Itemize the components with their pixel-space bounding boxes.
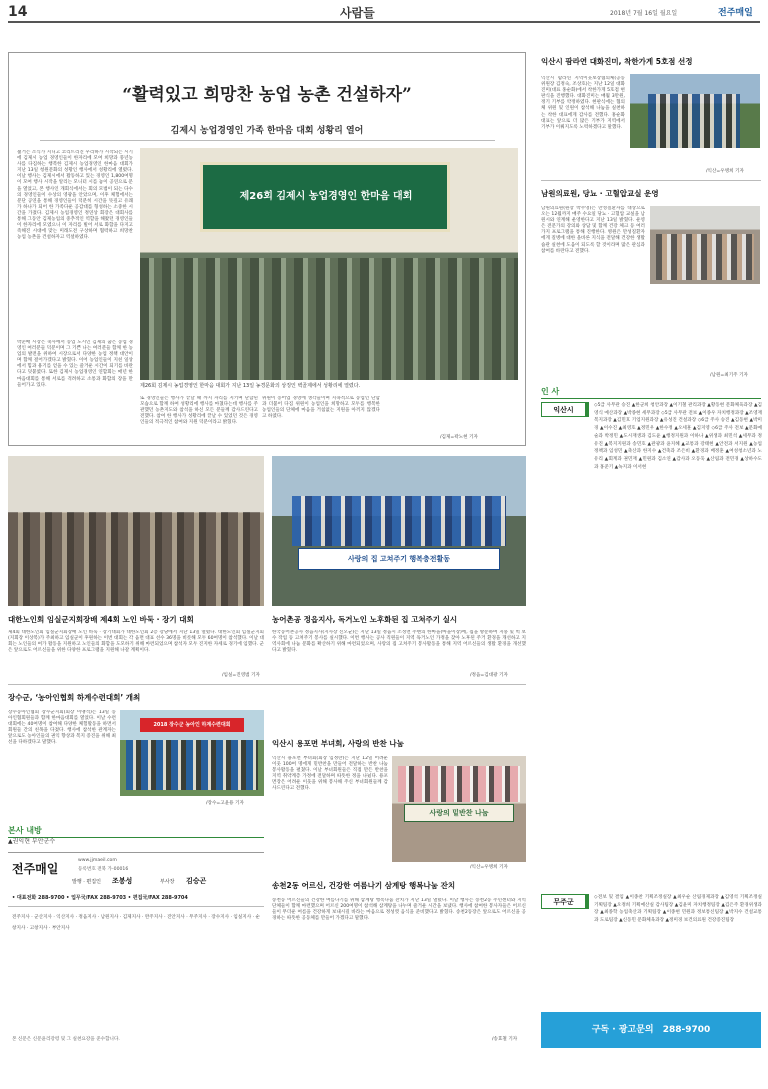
story-left-body: 제4회 대한노인회 임실군지회장배 노인 바둑 · 장기대회가 대한노인회 2층 강당에서 지난 13일 열렸다. 대한노인회 임실군지회(지회장 이상복)가 주최하고 임실군이 후원하는 이번 대회는 각 읍면 대표 선수 36명을 비롯해 모두 60여명이 참석했다. 이날 대회는 노인들의 여가 활동을 지원하고 노인들의 화합을 도모하기 위해 마련되었으며 참석자 모두 진지한 자세로 경기에 임했다. 군은 앞으로도 어르신들을 위한 다양한 프로그램을 지원해 나갈 계획이다. xyxy=(8,630,264,654)
side1-byline: /익산=우병희 기자 xyxy=(706,169,744,174)
event-stage-banner xyxy=(200,162,450,232)
group-photo xyxy=(126,740,258,790)
jangsu-banner xyxy=(140,718,244,732)
mid-rule xyxy=(8,684,526,685)
subscription-ad xyxy=(541,1012,761,1048)
masthead-rule xyxy=(8,906,264,907)
side2-byline: /남원=최기주 기자 xyxy=(710,373,748,378)
masthead-logo: 전주매일 xyxy=(12,862,59,876)
side1-body: 익산시 팜라연 지역이웃보장협의체(공동위원장 김정숙, 조상호)는 지난 12일 대화진미(대표 홍순화)에서 착한가게 5호점 현판식을 진행했다. 대화진미는 매월 3만원, 정기 기부를 약정하였다. 현판식에는 협의체 위원 및 인원이 참석해 나눔을 실천하는 착한 대표에게 감사를 전했다. 홍순화 대표는 앞으로 더 많은 기부가 지역에서 기부가 이뤄지도록 노력하겠다고 말했다. xyxy=(541,76,625,130)
side1-photo xyxy=(630,74,760,148)
feature-subtitle: 김제시 농업경영인 가족 한마음 대회 성황리 열어 xyxy=(170,126,364,136)
visitor: ▲권익현 부안군수 xyxy=(8,838,56,845)
publisher-name: 조봉성 xyxy=(112,877,133,885)
feature-body-4: 위원이 농어업 경영에 생각들이며 지속적으로 농업인 단합과 더불어 다짐 위원이 농업인을 희망하고 모두를 행복한 농업인들의 단체에 마음을 거침없는 지원을 아끼지 않겠다고 하였다. xyxy=(262,396,380,420)
story-jangsu-body: 장수농아인협회 장수군지회(회장 이맹석)는 13일 농아인협회원들과 함께 한마음대회를 열었다. 이날 수련대회에는 40여명이 참여해 다양한 체험활동을 하면서 회원들 간의 친목을 다졌다. 행사에 참석한 관계자는 앞으로도 농아인들의 권익 향상과 복지 증진을 위해 최선을 다하겠다고 말했다. xyxy=(8,710,116,746)
side2-title: 남원의료원, 당뇨 · 고혈압교실 운영 xyxy=(541,189,659,198)
story-right-body: 한국농어촌공사 정읍지사(지사장 신오균)는 지난 13일 정읍시 소성면 주변의 한마을(마을이장)에, 집을 방문하여 지붕 및 벽 보수 작업 등 고쳐주기 봉사를 실시했다. 이번 행사는 공사 직원들이 지역 독거노인 가정을 찾아 노후된 주거 환경을 개선하고 지역사회에 나눔 문화를 확산하기 위해 마련되었으며, 사랑의 집 고쳐주기 봉사활동을 통해 지역 어르신들의 생활 환경을 개선했다고 밝혔다. xyxy=(272,630,526,654)
side2-photo xyxy=(650,206,760,284)
personnel-iksan-text: ◇5급 사무관 승진 ▲한군희 청안과장 ▲이기철 관리과장 ▲황동현 문화체육과장 ▲김영식 예산과장 ▲박종현 세무과장 ◇5급 사무관 전보 ▲이종우 자치행정과장 ▲조영재 복지과장 ▲김민호 기업지원과장 ▲유성진 건설과장 ◇6급 주사 승진 ▲김동현 ▲박미경 ▲이수진 ▲최영호 ▲정민우 ▲한수정 ▲오세훈 ▲김지영 ◇6급 주사 전보 ▲문화예술과 박정민 ▲도시재생과 김도윤 ▲행정지원과 이하나 ▲위생과 최민석 ▲세무과 정유진 ▲복지지원과 송민호 ▲관광과 윤지혜 ▲교통과 강태현 ▲안전과 서지원 ▲농업정책과 임성민 ▲축산과 한지수 ▲건축과 조은비 ▲환경과 배정훈 ▲여성청소년과 노유리 ▲회계과 권민재 ▲민원과 김소연 ▲감사과 오동욱 ▲산림과 전민경 ▲상하수도과 홍준기 ▲녹지과 이서현 xyxy=(594,403,762,470)
feature-body-3: 또 경영인들은 행사가 끝날 때 까지 자리를 지키며 단합된 모습으로 함께 하여 성황리에 행사를 마쳤다는데 행사를 주관했던 농촌지도와 참석을 하신 모든 분들께 감사드린다고 전했다. 참여 한 행사가 성황리에 끝날 수 있었던 것은 경영인들의 적극적인 참여와 지원 덕분이라고 밝혔다. xyxy=(140,396,258,426)
side2-body: 남원의료원(원장 박주영)은 만성질환자를 대상으로 오는 12월까지 매주 수요일 당뇨 · 고혈압 교실을 남원시와 연계해 운영한다고 지난 13일 밝혔다. 운영은 전문가의 강의와 상담 및 함께 건강 체크 등 여러가지 프로그램을 통해 진행한다. 병원은 만성질환자에게 질병에 대한 올바른 지식을 전달해 건강한 생활습관 실천에 도움이 되도록 할 것이라며 많은 관심과 참여를 바란다고 전했다. xyxy=(541,206,645,254)
editor-name: 김승곤 xyxy=(186,877,207,885)
editor-label: 부사장 xyxy=(160,879,175,885)
story-iksan-body: 익산시 용포면 부녀회(회장 임정란)는 지난 12일 어려운 이웃 100여 명에게 밑반찬을 만들어 전달하는 반찬 나눔 봉사활동을 펼쳤다. 이날 부녀회원들은 직접 만든 반찬을 지역 취약계층 가정에 전달하며 따뜻한 정을 나눴다. 용포면장은 어려운 이웃을 위해 봉사해 주신 부녀회원들께 감사드린다고 전했다. xyxy=(272,756,388,792)
masthead-phone: • 대표전화 288-9700 • 업무국/FAX 288-9703 • 편집국/FAX 288-9704 xyxy=(12,895,188,901)
story-jangsu-byline: /장수=고윤용 기자 xyxy=(206,801,244,806)
personnel-heading: 인 사 xyxy=(541,386,761,399)
feature-caption: 제26회 김제시 농업경영인 한마음 대회가 지난 13일 농경문화의 상징인 벽골제에서 성황리에 열렸다. xyxy=(140,383,361,389)
story-songcheon-body: 송천동 어르신들의 건강한 여름나기를 위해 삼계탕 행복나눔 잔치가 지난 13일 열렸다. 이날 행사는 송천2동 주민센터와 지역 단체들이 함께 마련했으며 어르신 200여명이 참석해 삼계탕을 나누며 즐거운 시간을 보냈다. 행사에 참여한 봉사자들은 어르신들이 무더운 여름을 건강하게 보내시길 바라는 마음으로 정성껏 음식을 준비했다고 밝혔다. 송천2동장은 앞으로도 어르신을 공경하는 따뜻한 공동체를 만들어 가겠다고 말했다. xyxy=(272,898,526,922)
section-title: 사람들 xyxy=(340,6,375,20)
story-songcheon-title: 송천2동 어르신, 건강한 여름나기 삼계탕 행복나눔 잔치 xyxy=(272,881,456,890)
header-paper: 전주매일 xyxy=(718,8,753,18)
feature-subtitle-rule xyxy=(40,140,495,141)
volunteers-group xyxy=(398,766,520,802)
visit-title: 본사 내방 xyxy=(8,826,42,835)
side1-rule xyxy=(541,180,761,181)
banner-text: 사랑의 밑반찬 나눔 xyxy=(429,809,489,817)
visit-bar xyxy=(8,818,264,838)
story-iksan-photo xyxy=(392,756,526,862)
personnel-region-muju: 무주군 xyxy=(541,894,589,909)
volunteer-banner xyxy=(298,548,500,570)
banner-text: 2018 장수군 농아인 하계수련대회 xyxy=(153,722,231,728)
crowd-photo xyxy=(140,258,518,380)
publisher-label: 발행 · 편집인 xyxy=(72,879,101,885)
story-right-photo xyxy=(272,456,526,606)
story-left-title: 대한노인회 임실군지회장배 제4회 노인 바둑 · 장기 대회 xyxy=(8,615,194,624)
masthead-footer: 본 신문은 신문윤리강령 및 그 실천요강을 준수합니다. xyxy=(12,1037,120,1042)
page-number: 14 xyxy=(8,4,28,20)
banchan-banner xyxy=(404,804,514,822)
story-left-byline: /임실=진영범 기자 xyxy=(222,673,260,678)
story-iksan-byline: /익산=우병희 기자 xyxy=(470,865,508,870)
people-photo xyxy=(648,94,740,148)
feature-byline: /김제=곽노현 기자 xyxy=(440,435,478,440)
volunteers-photo xyxy=(292,496,506,546)
header-rule xyxy=(8,21,760,23)
personnel-region-iksan: 익산시 xyxy=(541,402,589,417)
masthead-directory: 전주지사 · 군산지사 · 익산지사 · 정읍지사 · 남원지사 · 김제지사 · 완주지사 · 진안지사 · 무주지사 · 장수지사 · 임실지사 · 순창지사 · 고창지사 · 부안지사 xyxy=(12,915,260,931)
story-songcheon-byline: /송효철 기자 xyxy=(492,1037,518,1042)
story-jangsu-title: 장수군, ‘농아인협회 하계수련대회’ 개최 xyxy=(8,693,141,702)
masthead-address: 등록번호 전북 가-00016 xyxy=(78,867,129,872)
ad-phone: 288-9700 xyxy=(662,1025,711,1035)
story-left-photo xyxy=(8,456,264,606)
story-right-title: 농어촌공 정읍지사, 독거노인 노후화된 집 고쳐주기 실시 xyxy=(272,615,458,624)
class-photo xyxy=(656,234,754,280)
masthead-url: www.jjmaeil.com xyxy=(78,858,117,863)
feature-photo xyxy=(140,148,518,380)
story-iksan-title: 익산시 용포면 부녀회, 사랑의 반찬 나눔 xyxy=(272,739,404,748)
hall-photo xyxy=(8,512,264,606)
banner-text: 제26회 김제시 농업경영인 한마음 대회 xyxy=(239,191,413,202)
personnel-muju-text: ◇전보 및 결임 ▲이종찬 기획조정실장 ▲최우순 산림경제과장 ▲김영석 기획조정실 기획팀장 ▲오정희 기획예산실 감사팀장 ▲김윤미 자치행정팀장 ▲김은주 환경위생과장 ▲최종학 농업축산과 기획팀장 ▲이종현 민원과 정보통신팀장 ▲박지수 건설교통과 도로팀장 ▲신동민 문화체육과장 ▲정미경 보건의료원 건강증진팀장 xyxy=(594,895,762,923)
story-jangsu-photo xyxy=(120,710,264,796)
banner-text: 사랑의 집 고쳐주기 행복충전활동 xyxy=(348,555,450,563)
feature-title: “활력있고 희망찬 농업 농촌 건설하자” xyxy=(122,85,412,105)
ad-label: 구독 · 광고문의 xyxy=(591,1025,654,1035)
header-date: 2018년 7월 16일 월요일 xyxy=(610,10,678,17)
side1-title: 익산시 팜라연 대화진미, 착한가게 5호점 선정 xyxy=(541,57,693,66)
feature-body-2: 박준배 시장은 축사에서 농업 도시인 김제의 꿈은 농업 경영인 여러분들 덕분이며 그 기쁜 나는 여러분들 함께 한 농업의 발전을 위하여 시장으로서 다양한 농업 정책 대안이며 함께 걸어가겠다고 밝혔다. 이어 농업인들이 지친 일상에서 힘과 용기를 얻을 수 있는 즐거운 시간이 되기를 바란다고 덧붙였다. 또한 김제시 농업경영인 연합회는 매년 한마음대회를 통해 서로를 격려하고 소통과 화합의 장을 만들어가고 있다. xyxy=(17,340,133,388)
feature-body-1: 젊거는 소식가 지니고 코리트리진 우리하가 시작되는 시기에 김제시 농업 경영인들이 한자리에 모여 희망과 풍년농사를 다짐하는 행복한 김제시 농업경영인 한마음 대회가 지난 13일 청원문화의 성황인 행사에서 성황리에 열렸다. 이날 행사는 김제시에서 활동하고 있는 경영인 1,800여명이 모여 행사 시작을 알리는 모니터 시를 놓이 공연으로 문을 열었고, 본 행사인 개회식에서는 회의 모범이 되는 다수의 경영인들이 수상의 영광을 안았으며, 이후 체험에서는 분단 공연을 통해 경영인들이 덕분히 시간을 뜻깊고 유쾌가 하나가 되어 한 가족다운 공감대를 형성하는 소중한 시간을 가졌다. 김제시 농업경영인 정연상 회장은 대회사를 통해 그동안 김제농업의 중추적인 역할을 해왔던 경영인들이 한자리에 모였으니 이 자리를 빌어 서로 화합을 다지고 즉해진 시대에 맞는 미래도전 구상하며 협력하고 희망찬 농업 농촌을 건설하자고 역설하였다. xyxy=(17,150,133,241)
story-right-byline: /정읍=김대광 기자 xyxy=(470,673,508,678)
page-header xyxy=(0,0,768,22)
